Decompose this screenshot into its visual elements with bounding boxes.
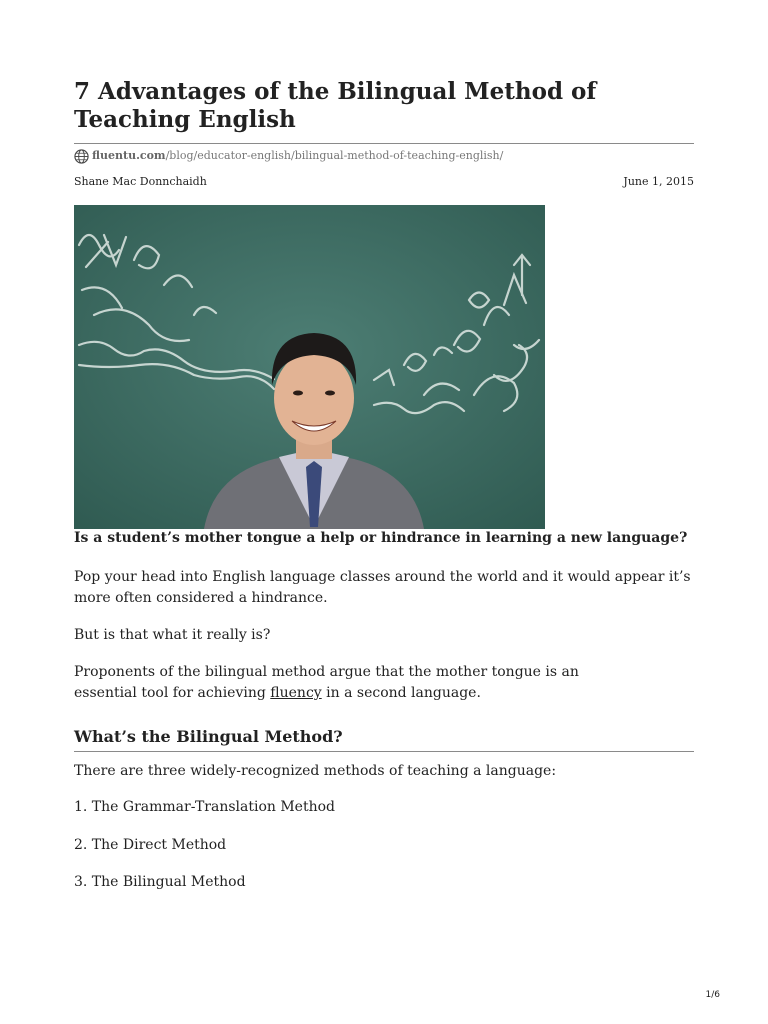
hero-illustration — [74, 205, 545, 529]
article-title: 7 Advantages of the Bilingual Method of Teaching English — [74, 78, 597, 133]
page-number: 1/6 — [705, 990, 720, 1000]
byline — [74, 174, 694, 190]
url-domain[interactable]: fluentu.com — [92, 149, 166, 162]
fluency-link[interactable]: fluency — [270, 685, 322, 701]
list-item: 2. The Direct Method — [74, 837, 227, 853]
hero-image — [74, 205, 545, 529]
lead-question: Is a student’s mother tongue a help or hindrance in learning a new language? — [74, 530, 688, 546]
title-divider — [74, 143, 694, 144]
paragraph-3 — [74, 662, 639, 704]
source-url[interactable] — [74, 148, 503, 164]
globe-icon — [74, 149, 89, 164]
url-path[interactable]: /blog/educator-english/bilingual-method-of-teaching-english/ — [165, 149, 504, 162]
paragraph-3-end: in a second language. — [321, 685, 481, 701]
publish-date: June 1, 2015 — [623, 175, 694, 188]
section-heading: What’s the Bilingual Method? — [74, 727, 343, 746]
paragraph-2: But is that what it really is? — [74, 627, 271, 643]
paragraph-1: Pop your head into English language classes around the world and it would appear it’s more often considered a hindrance. — [74, 569, 691, 606]
author-name: Shane Mac Donnchaidh — [74, 175, 207, 188]
list-item: 1. The Grammar-Translation Method — [74, 799, 335, 815]
section-intro: There are three widely-recognized methods of teaching a language: — [74, 763, 557, 779]
list-item: 3. The Bilingual Method — [74, 874, 246, 890]
paragraph-3-start: Proponents of the bilingual method argue that the mother tongue is an essential tool for achieving — [74, 664, 579, 701]
section-divider — [74, 751, 694, 752]
